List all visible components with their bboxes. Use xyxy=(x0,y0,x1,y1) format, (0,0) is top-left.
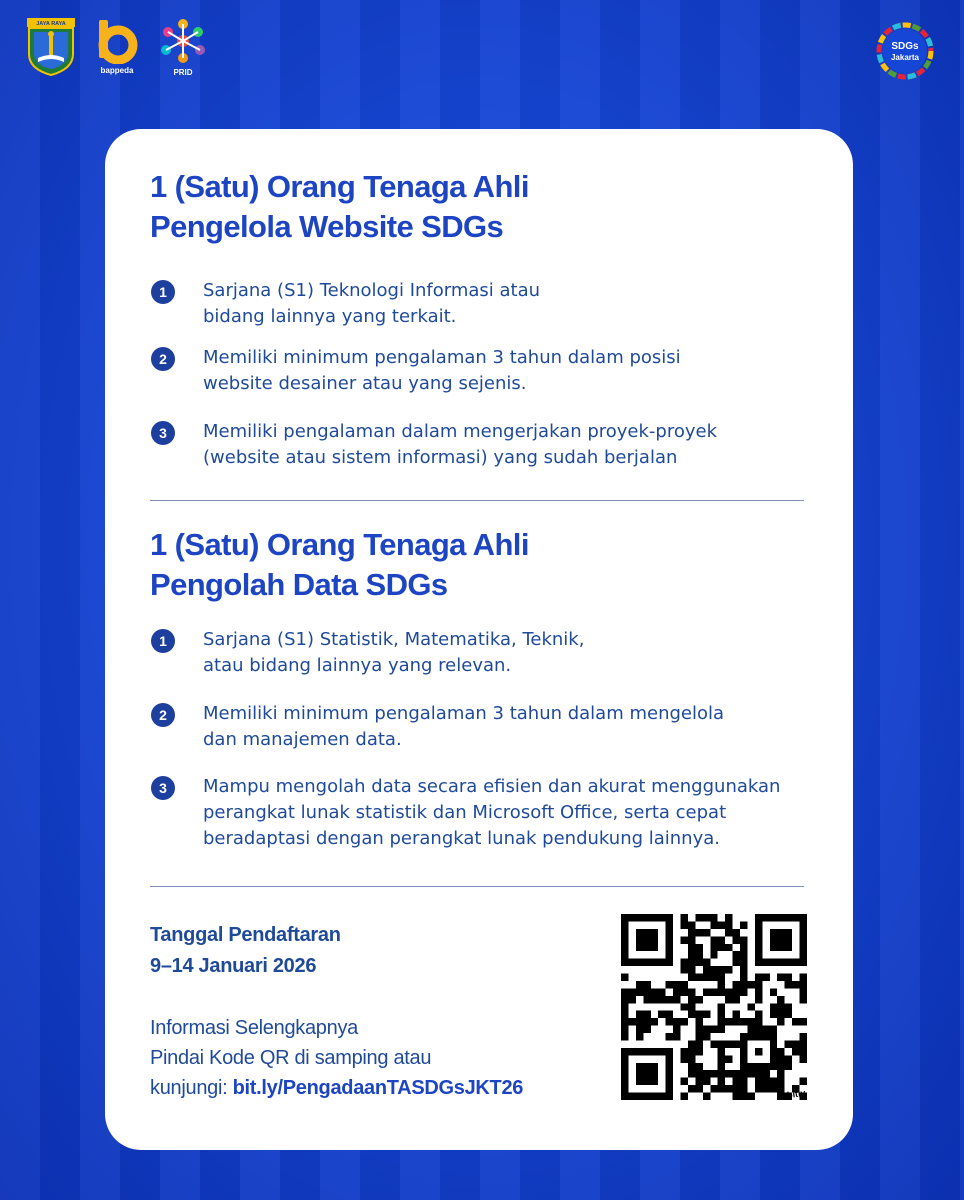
qr-module xyxy=(651,996,658,1003)
bappeda-logo xyxy=(96,18,138,75)
qr-module xyxy=(681,959,688,966)
qr-finder-center xyxy=(636,1063,658,1085)
qr-module xyxy=(710,936,717,943)
qr-module xyxy=(777,1063,784,1070)
qr-module xyxy=(718,1085,725,1092)
qr-module xyxy=(718,981,725,988)
qr-module xyxy=(733,1011,740,1018)
section-2-title xyxy=(150,525,529,605)
qr-module xyxy=(747,1070,754,1077)
qr-module xyxy=(666,1018,673,1025)
qr-module xyxy=(666,1033,673,1040)
qr-module xyxy=(800,1055,807,1062)
qr-module xyxy=(777,1070,784,1077)
qr-module xyxy=(785,1040,792,1047)
registration-link[interactable]: bit.ly/PengadaanTASDGsJKT26 xyxy=(232,1077,524,1099)
qr-module xyxy=(718,1040,725,1047)
qr-module xyxy=(695,1070,702,1077)
qr-module xyxy=(740,1018,747,1025)
requirements-card xyxy=(105,129,853,1150)
qr-module xyxy=(755,981,762,988)
qr-module xyxy=(695,974,702,981)
registration-label: Tanggal Pendaftaran xyxy=(150,924,341,946)
qr-module xyxy=(800,1018,807,1025)
qr-module xyxy=(718,988,725,995)
qr-module xyxy=(688,936,695,943)
qr-module xyxy=(681,914,688,921)
qr-module xyxy=(621,1026,628,1033)
qr-module xyxy=(643,988,650,995)
qr-module xyxy=(718,936,725,943)
section-1-item-1 xyxy=(151,278,540,330)
qr-module xyxy=(755,1018,762,1025)
qr-module xyxy=(643,1011,650,1018)
qr-module xyxy=(681,1048,688,1055)
qr-module xyxy=(718,1063,725,1070)
qr-module xyxy=(733,929,740,936)
qr-module xyxy=(710,921,717,928)
qr-module xyxy=(733,1085,740,1092)
section-1-title-line2: Pengelola Website SDGs xyxy=(150,209,504,244)
number-badge: 2 xyxy=(151,347,175,371)
section-2-item-2 xyxy=(151,701,724,753)
qr-module xyxy=(777,1003,784,1010)
qr-module xyxy=(792,981,799,988)
qr-module xyxy=(785,1003,792,1010)
qr-module xyxy=(658,996,665,1003)
jakarta-shield-icon xyxy=(26,18,76,76)
qr-module xyxy=(733,1018,740,1025)
registration-dates: 9–14 Januari 2026 xyxy=(150,955,317,977)
qr-module xyxy=(628,988,635,995)
qr-module xyxy=(747,1026,754,1033)
qr-module xyxy=(747,1018,754,1025)
qr-module xyxy=(718,1070,725,1077)
qr-module xyxy=(785,981,792,988)
qr-module xyxy=(740,974,747,981)
qr-module xyxy=(725,1018,732,1025)
qr-module xyxy=(695,959,702,966)
requirement-text: Sarjana (S1) Teknologi Informasi atau bidang lainnya yang terkait. xyxy=(203,280,541,327)
section-2-title-line2: Pengolah Data SDGs xyxy=(150,567,448,602)
qr-module xyxy=(688,1011,695,1018)
qr-module xyxy=(703,1078,710,1085)
qr-module xyxy=(725,1085,732,1092)
qr-module xyxy=(718,1003,725,1010)
qr-module xyxy=(740,944,747,951)
qr-module xyxy=(688,1040,695,1047)
qr-module xyxy=(628,1018,635,1025)
qr-module xyxy=(681,1078,688,1085)
qr-module xyxy=(703,929,710,936)
qr-module xyxy=(733,1070,740,1077)
qr-module xyxy=(695,1018,702,1025)
qr-module xyxy=(725,1040,732,1047)
qr-module xyxy=(695,1078,702,1085)
number-badge: 2 xyxy=(151,703,175,727)
qr-module xyxy=(740,936,747,943)
qr-module xyxy=(688,1070,695,1077)
qr-module xyxy=(636,1026,643,1033)
bitly-caption: bitly xyxy=(786,1087,807,1101)
section-1-title xyxy=(150,167,529,247)
qr-module xyxy=(681,981,688,988)
qr-module xyxy=(755,974,762,981)
qr-module xyxy=(703,1070,710,1077)
qr-module xyxy=(777,1011,784,1018)
qr-module xyxy=(710,966,717,973)
qr-module xyxy=(688,921,695,928)
qr-module xyxy=(643,996,650,1003)
qr-module xyxy=(681,1055,688,1062)
qr-module xyxy=(733,1040,740,1047)
qr-module xyxy=(681,936,688,943)
qr-module xyxy=(785,1063,792,1070)
sdgs-jakarta-logo xyxy=(876,22,934,80)
section-2-title-line1: 1 (Satu) Orang Tenaga Ahli xyxy=(150,527,529,562)
section-divider xyxy=(150,500,804,501)
qr-module xyxy=(710,988,717,995)
qr-module xyxy=(718,1055,725,1062)
qr-module xyxy=(651,988,658,995)
qr-module xyxy=(770,1011,777,1018)
qr-module xyxy=(710,974,717,981)
qr-module xyxy=(770,988,777,995)
qr-module xyxy=(681,988,688,995)
svg-text:SDGs: SDGs xyxy=(891,41,919,52)
qr-module xyxy=(636,988,643,995)
qr-module xyxy=(777,996,784,1003)
qr-module xyxy=(800,988,807,995)
qr-module xyxy=(755,1070,762,1077)
qr-module xyxy=(755,1011,762,1018)
qr-module xyxy=(673,1033,680,1040)
qr-module xyxy=(770,1085,777,1092)
qr-module xyxy=(681,1003,688,1010)
qr-module xyxy=(695,1026,702,1033)
qr-module xyxy=(666,996,673,1003)
qr-module xyxy=(688,1048,695,1055)
info-line-1: Informasi Selengkapnya xyxy=(150,1017,358,1039)
qr-module xyxy=(688,966,695,973)
qr-module xyxy=(762,1078,769,1085)
qr-module xyxy=(740,1070,747,1077)
qr-module xyxy=(695,944,702,951)
jakarta-emblem-logo xyxy=(26,18,76,76)
qr-module xyxy=(800,1078,807,1085)
qr-module xyxy=(651,1018,658,1025)
qr-module xyxy=(628,996,635,1003)
number-badge: 3 xyxy=(151,421,175,445)
qr-module xyxy=(725,929,732,936)
prid-people-icon xyxy=(158,18,208,66)
qr-module xyxy=(777,1048,784,1055)
qr-module xyxy=(666,1011,673,1018)
qr-module xyxy=(785,974,792,981)
requirement-text: Sarjana (S1) Statistik, Matematika, Teknik, atau bidang lainnya yang relevan. xyxy=(203,629,585,676)
qr-module xyxy=(673,1026,680,1033)
qr-module xyxy=(703,914,710,921)
qr-module xyxy=(695,1085,702,1092)
qr-module xyxy=(755,1026,762,1033)
qr-module xyxy=(695,1048,702,1055)
qr-module xyxy=(755,1078,762,1085)
qr-module xyxy=(681,1093,688,1100)
qr-module xyxy=(688,974,695,981)
requirement-text: Memiliki pengalaman dalam mengerjakan proyek-proyek (website atau sistem informasi) yang sudah berjalan xyxy=(203,421,718,468)
qr-module xyxy=(718,1018,725,1025)
qr-module xyxy=(703,1093,710,1100)
header-logos xyxy=(26,18,208,77)
qr-module xyxy=(755,988,762,995)
number-badge: 3 xyxy=(151,776,175,800)
bappeda-b-icon xyxy=(96,18,138,64)
svg-text:JAYA RAYA: JAYA RAYA xyxy=(36,21,66,27)
qr-module xyxy=(681,1018,688,1025)
qr-module xyxy=(762,974,769,981)
qr-module xyxy=(718,974,725,981)
qr-module xyxy=(695,929,702,936)
requirement-text: Memiliki minimum pengalaman 3 tahun dalam posisi website desainer atau yang sejenis. xyxy=(203,347,681,394)
qr-module xyxy=(666,981,673,988)
qr-module xyxy=(747,1093,754,1100)
qr-module xyxy=(770,1026,777,1033)
section-1-item-2 xyxy=(151,345,681,397)
qr-module xyxy=(740,1078,747,1085)
qr-module xyxy=(718,1026,725,1033)
qr-module xyxy=(725,921,732,928)
qr-module xyxy=(733,996,740,1003)
qr-module xyxy=(725,1070,732,1077)
qr-module xyxy=(673,981,680,988)
qr-module xyxy=(770,1003,777,1010)
qr-module xyxy=(695,1011,702,1018)
qr-module xyxy=(710,914,717,921)
qr-module xyxy=(710,951,717,958)
requirement-text: Memiliki minimum pengalaman 3 tahun dalam mengelola dan manajemen data. xyxy=(203,703,725,750)
qr-module xyxy=(658,1011,665,1018)
qr-module xyxy=(621,996,628,1003)
qr-module xyxy=(718,966,725,973)
qr-finder-center xyxy=(770,929,792,951)
qr-module xyxy=(688,944,695,951)
qr-module xyxy=(695,996,702,1003)
qr-module xyxy=(718,921,725,928)
qr-module xyxy=(695,1063,702,1070)
qr-module xyxy=(688,996,695,1003)
qr-module xyxy=(718,1048,725,1055)
qr-module xyxy=(636,1033,643,1040)
qr-module xyxy=(695,951,702,958)
qr-module xyxy=(703,959,710,966)
qr-module xyxy=(703,966,710,973)
qr-module xyxy=(762,1085,769,1092)
qr-module xyxy=(800,974,807,981)
qr-module xyxy=(725,1055,732,1062)
qr-module xyxy=(710,1070,717,1077)
qr-module xyxy=(636,1018,643,1025)
qr-module xyxy=(733,936,740,943)
qr-module xyxy=(733,1093,740,1100)
qr-module xyxy=(740,966,747,973)
section-2-item-1 xyxy=(151,627,584,679)
qr-module xyxy=(718,944,725,951)
qr-module xyxy=(755,1085,762,1092)
qr-module xyxy=(688,929,695,936)
info-line-3 xyxy=(150,1073,523,1103)
svg-text:Jakarta: Jakarta xyxy=(890,53,920,62)
qr-module xyxy=(636,981,643,988)
qr-module xyxy=(747,1003,754,1010)
qr-module xyxy=(800,981,807,988)
qr-module xyxy=(740,981,747,988)
qr-module xyxy=(636,1011,643,1018)
qr-module xyxy=(695,914,702,921)
qr-module xyxy=(740,921,747,928)
qr-module xyxy=(688,959,695,966)
qr-module xyxy=(621,1033,628,1040)
qr-module xyxy=(710,944,717,951)
qr-module xyxy=(621,1011,628,1018)
qr-module xyxy=(621,988,628,995)
qr-module xyxy=(673,988,680,995)
qr-module xyxy=(710,1040,717,1047)
qr-module xyxy=(681,921,688,928)
qr-module xyxy=(792,1018,799,1025)
section-1-item-3 xyxy=(151,419,717,471)
qr-finder-center xyxy=(636,929,658,951)
qr-module xyxy=(703,988,710,995)
qr-module xyxy=(733,988,740,995)
prid-logo xyxy=(158,18,208,77)
qr-module xyxy=(792,1048,799,1055)
qr-alignment-center xyxy=(755,1048,762,1055)
qr-module xyxy=(733,981,740,988)
qr-module xyxy=(777,974,784,981)
qr-module xyxy=(710,1026,717,1033)
qr-module xyxy=(762,1026,769,1033)
qr-module xyxy=(718,1078,725,1085)
qr-module xyxy=(643,1026,650,1033)
bappeda-label: bappeda xyxy=(100,66,134,75)
qr-module xyxy=(658,988,665,995)
qr-module xyxy=(718,1011,725,1018)
qr-module xyxy=(725,914,732,921)
qr-module xyxy=(785,1011,792,1018)
qr-module xyxy=(621,1018,628,1025)
qr-module xyxy=(688,1063,695,1070)
qr-module xyxy=(777,1085,784,1092)
qr-code[interactable] xyxy=(621,914,807,1100)
qr-module xyxy=(792,1040,799,1047)
qr-module xyxy=(688,1003,695,1010)
qr-module xyxy=(800,1033,807,1040)
qr-module xyxy=(703,1011,710,1018)
qr-module xyxy=(733,959,740,966)
qr-module xyxy=(725,944,732,951)
qr-module xyxy=(800,1048,807,1055)
number-badge: 1 xyxy=(151,280,175,304)
qr-module xyxy=(740,959,747,966)
qr-module xyxy=(755,996,762,1003)
qr-module xyxy=(703,1026,710,1033)
qr-module xyxy=(621,974,628,981)
section-1-title-line1: 1 (Satu) Orang Tenaga Ahli xyxy=(150,169,529,204)
qr-module xyxy=(643,1018,650,1025)
qr-module xyxy=(643,981,650,988)
requirement-text: Mampu mengolah data secara efisien dan akurat menggunakan perangkat lunak statistik dan Microsoft Office, serta cepat beradaptasi dengan perangkat lunak pendukung lainnya. xyxy=(203,776,781,849)
qr-module xyxy=(740,1085,747,1092)
qr-module xyxy=(762,1070,769,1077)
qr-module xyxy=(695,1033,702,1040)
info-visit-prefix: kunjungi: xyxy=(150,1077,233,1099)
qr-module xyxy=(688,1085,695,1092)
qr-module xyxy=(688,988,695,995)
qr-module xyxy=(785,1055,792,1062)
qr-module xyxy=(777,1093,784,1100)
qr-module xyxy=(621,1003,628,1010)
qr-module xyxy=(747,981,754,988)
qr-module xyxy=(673,1018,680,1025)
qr-module xyxy=(800,1040,807,1047)
qr-module xyxy=(770,1078,777,1085)
qr-module xyxy=(695,1040,702,1047)
qr-module xyxy=(688,951,695,958)
qr-module xyxy=(777,1055,784,1062)
qr-module xyxy=(740,1093,747,1100)
qr-module xyxy=(725,996,732,1003)
qr-module xyxy=(800,996,807,1003)
qr-module xyxy=(703,974,710,981)
info-line-2: Pindai Kode QR di samping atau xyxy=(150,1047,432,1069)
qr-module xyxy=(725,988,732,995)
qr-module xyxy=(740,988,747,995)
qr-module xyxy=(688,1055,695,1062)
qr-module xyxy=(725,966,732,973)
number-badge: 1 xyxy=(151,629,175,653)
qr-module xyxy=(733,951,740,958)
qr-module xyxy=(710,1085,717,1092)
qr-module xyxy=(777,1078,784,1085)
qr-module xyxy=(681,966,688,973)
qr-module xyxy=(733,1078,740,1085)
footer-divider xyxy=(150,886,804,887)
prid-label: PRID xyxy=(173,68,193,77)
qr-module xyxy=(673,996,680,1003)
section-2-item-3 xyxy=(151,774,780,852)
qr-module xyxy=(703,1033,710,1040)
qr-module xyxy=(777,1018,784,1025)
qr-module xyxy=(740,951,747,958)
